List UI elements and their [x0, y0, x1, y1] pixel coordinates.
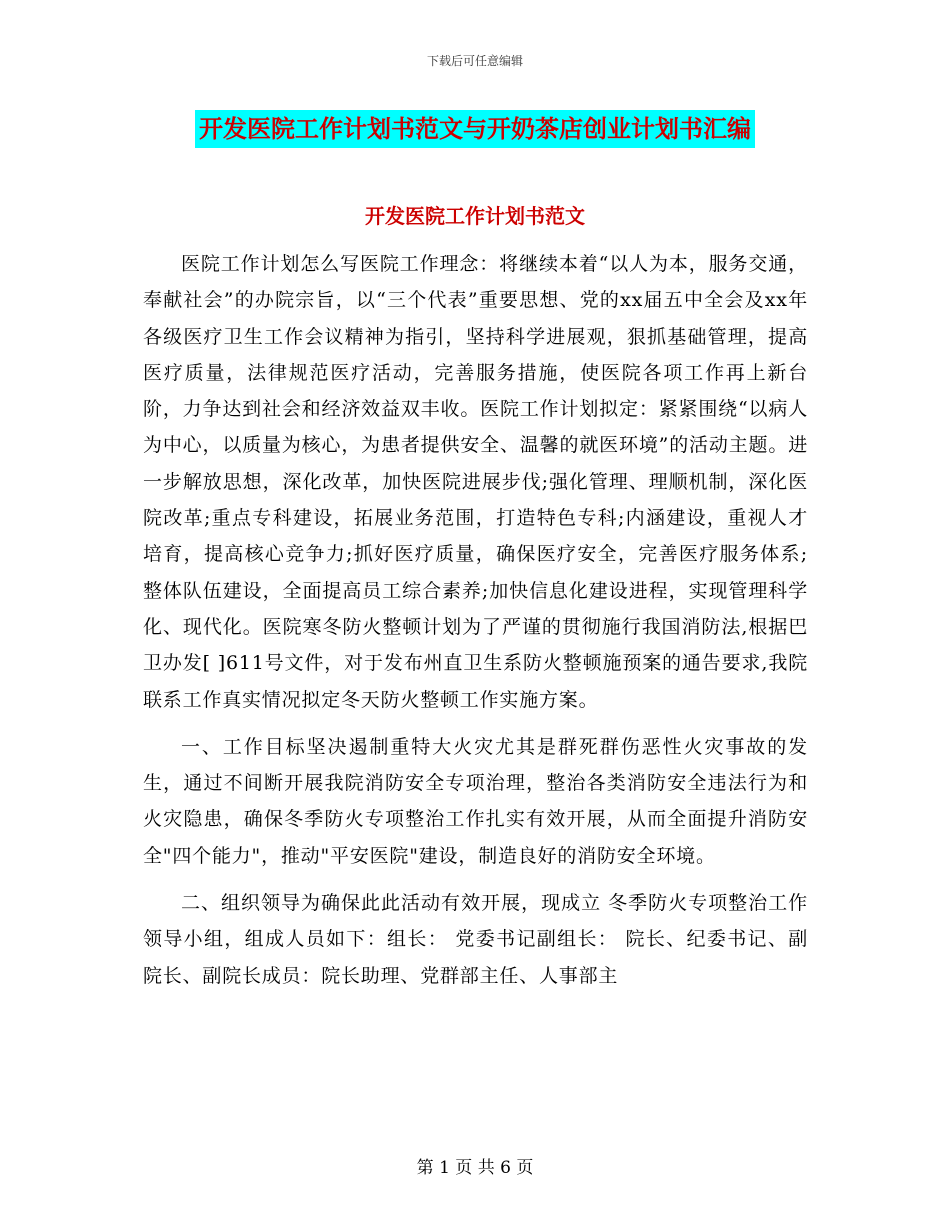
paragraph: 医院工作计划怎么写医院工作理念：将继续本着“以人为本，服务交通，奉献社会”的办院宗旨，以“三个代表”重要思想、党的xx届五中全会及xx年各级医疗卫生工作会议精神为指引，坚持科学进展观，狠抓基础管理，提高医疗质量，法律规范医疗活动，完善服务措施，使医院各项工作再上新台阶，力争达到社会和经济效益双丰收。医院工作计划拟定：紧紧围绕“以病人为中心，以质量为核心，为患者提供安全、温馨的就医环境”的活动主题。进一步解放思想，深化改革，加快医院进展步伐;强化管理、理顺机制，深化医院改革;重点专科建设，拓展业务范围，打造特色专科;内涵建设，重视人才培育，提高核心竞争力;抓好医疗质量，确保医疗安全，完善医疗服务体系;整体队伍建设，全面提高员工综合素养;加快信息化建设进程，实现管理科学化、现代化。医院寒冬防火整顿计划为了严谨的贯彻施行我国消防法,根据巴卫办发[ ]611号文件，对于发布州直卫生系防火整顿施预案的通告要求,我院联系工作真实情况拟定冬天防火整顿工作实施方案。: [143, 253, 808, 711]
main-title: 开发医院工作计划书范文与开奶茶店创业计划书汇编: [195, 110, 755, 148]
paragraph: 一、工作目标坚决遏制重特大火灾尤其是群死群伤恶性火灾事故的发生，通过不间断开展我院消防安全专项治理，整治各类消防安全违法行为和火灾隐患，确保冬季防火专项整治工作扎实有效开展，从而全面提升消防安全"四个能力"，推动"平安医院"建设，制造良好的消防安全环境。: [143, 735, 808, 867]
paragraph: 二、组织领导为确保此此活动有效开展，现成立 冬季防火专项整治工作领导小组，组成人员如下：组长： 党委书记副组长： 院长、纪委书记、副院长、副院长成员：院长助理、党群部主任、人事部主: [143, 892, 808, 987]
document-body: [143, 246, 808, 994]
section-title: 开发医院工作计划书范文: [365, 204, 585, 228]
main-title-container: [0, 110, 950, 148]
page-header-note: 下载后可任意编辑: [426, 54, 523, 68]
page-number: 第 1 页 共 6 页: [416, 1158, 534, 1178]
